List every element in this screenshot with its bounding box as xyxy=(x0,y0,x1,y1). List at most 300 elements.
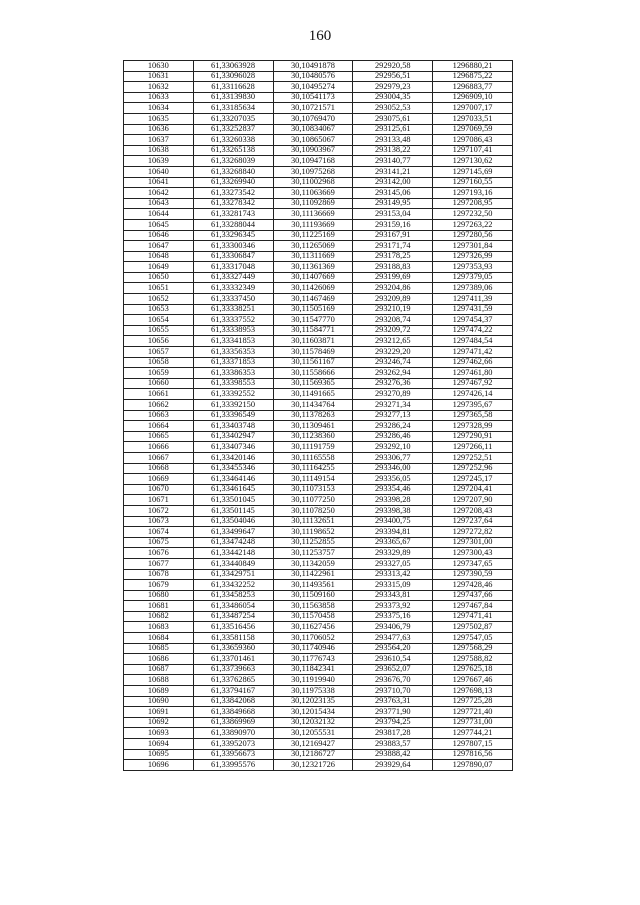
latitude-cell: 61,33338953 xyxy=(193,325,273,336)
y-coordinate-cell: 1297426,14 xyxy=(433,389,513,400)
y-coordinate-cell: 1297467,84 xyxy=(433,601,513,612)
y-coordinate-cell: 1297301,00 xyxy=(433,537,513,548)
y-coordinate-cell: 1297411,39 xyxy=(433,294,513,305)
point-number-cell: 10635 xyxy=(124,113,194,124)
y-coordinate-cell: 1297379,05 xyxy=(433,272,513,283)
longitude-cell: 30,11776743 xyxy=(273,654,353,665)
latitude-cell: 61,33440849 xyxy=(193,558,273,569)
point-number-cell: 10666 xyxy=(124,442,194,453)
longitude-cell: 30,11238360 xyxy=(273,431,353,442)
latitude-cell: 61,33332349 xyxy=(193,283,273,294)
x-coordinate-cell: 293292,10 xyxy=(353,442,433,453)
longitude-cell: 30,11136669 xyxy=(273,209,353,220)
table-row xyxy=(124,558,513,569)
longitude-cell: 30,12321726 xyxy=(273,760,353,771)
y-coordinate-cell: 1297474,22 xyxy=(433,325,513,336)
latitude-cell: 61,33356353 xyxy=(193,347,273,358)
longitude-cell: 30,11077250 xyxy=(273,495,353,506)
table-row xyxy=(124,241,513,252)
point-number-cell: 10655 xyxy=(124,325,194,336)
x-coordinate-cell: 293346,00 xyxy=(353,463,433,474)
x-coordinate-cell: 293929,64 xyxy=(353,760,433,771)
table-row xyxy=(124,219,513,230)
latitude-cell: 61,33403748 xyxy=(193,421,273,432)
table-row xyxy=(124,686,513,697)
point-number-cell: 10656 xyxy=(124,336,194,347)
x-coordinate-cell: 293652,07 xyxy=(353,664,433,675)
longitude-cell: 30,11225169 xyxy=(273,230,353,241)
table-row xyxy=(124,749,513,760)
y-coordinate-cell: 1297130,62 xyxy=(433,156,513,167)
point-number-cell: 10630 xyxy=(124,61,194,72)
table-row xyxy=(124,548,513,559)
longitude-cell: 30,11253757 xyxy=(273,548,353,559)
table-row xyxy=(124,675,513,686)
longitude-cell: 30,11569365 xyxy=(273,378,353,389)
longitude-cell: 30,11002968 xyxy=(273,177,353,188)
table-row xyxy=(124,601,513,612)
table-row xyxy=(124,198,513,209)
table-row xyxy=(124,262,513,273)
point-number-cell: 10667 xyxy=(124,452,194,463)
table-row xyxy=(124,611,513,622)
table-row xyxy=(124,527,513,538)
longitude-cell: 30,11342059 xyxy=(273,558,353,569)
x-coordinate-cell: 293398,38 xyxy=(353,505,433,516)
longitude-cell: 30,11509160 xyxy=(273,590,353,601)
longitude-cell: 30,11309461 xyxy=(273,421,353,432)
longitude-cell: 30,11165558 xyxy=(273,452,353,463)
table-row xyxy=(124,272,513,283)
table-row xyxy=(124,537,513,548)
point-number-cell: 10680 xyxy=(124,590,194,601)
x-coordinate-cell: 293153,04 xyxy=(353,209,433,220)
point-number-cell: 10673 xyxy=(124,516,194,527)
longitude-cell: 30,10947168 xyxy=(273,156,353,167)
point-number-cell: 10675 xyxy=(124,537,194,548)
point-number-cell: 10645 xyxy=(124,219,194,230)
x-coordinate-cell: 293564,20 xyxy=(353,643,433,654)
table-row xyxy=(124,569,513,580)
point-number-cell: 10694 xyxy=(124,739,194,750)
point-number-cell: 10696 xyxy=(124,760,194,771)
x-coordinate-cell: 293125,61 xyxy=(353,124,433,135)
y-coordinate-cell: 1297107,41 xyxy=(433,145,513,156)
table-row xyxy=(124,633,513,644)
latitude-cell: 61,33327449 xyxy=(193,272,273,283)
point-number-cell: 10678 xyxy=(124,569,194,580)
point-number-cell: 10685 xyxy=(124,643,194,654)
point-number-cell: 10693 xyxy=(124,728,194,739)
x-coordinate-cell: 293138,22 xyxy=(353,145,433,156)
point-number-cell: 10643 xyxy=(124,198,194,209)
point-number-cell: 10658 xyxy=(124,357,194,368)
point-number-cell: 10676 xyxy=(124,548,194,559)
y-coordinate-cell: 1297428,46 xyxy=(433,580,513,591)
longitude-cell: 30,12055531 xyxy=(273,728,353,739)
latitude-cell: 61,33516456 xyxy=(193,622,273,633)
point-number-cell: 10652 xyxy=(124,294,194,305)
point-number-cell: 10662 xyxy=(124,400,194,411)
table-row xyxy=(124,590,513,601)
table-row xyxy=(124,315,513,326)
longitude-cell: 30,11149154 xyxy=(273,474,353,485)
latitude-cell: 61,33306847 xyxy=(193,251,273,262)
x-coordinate-cell: 293199,69 xyxy=(353,272,433,283)
latitude-cell: 61,33956673 xyxy=(193,749,273,760)
latitude-cell: 61,33269940 xyxy=(193,177,273,188)
table-row xyxy=(124,484,513,495)
x-coordinate-cell: 293883,57 xyxy=(353,739,433,750)
table-row xyxy=(124,230,513,241)
y-coordinate-cell: 1297471,42 xyxy=(433,347,513,358)
table-row xyxy=(124,474,513,485)
x-coordinate-cell: 293141,21 xyxy=(353,166,433,177)
latitude-cell: 61,33398553 xyxy=(193,378,273,389)
y-coordinate-cell: 1297300,43 xyxy=(433,548,513,559)
x-coordinate-cell: 293313,42 xyxy=(353,569,433,580)
table-row xyxy=(124,294,513,305)
y-coordinate-cell: 1297280,56 xyxy=(433,230,513,241)
table-row xyxy=(124,463,513,474)
table-row xyxy=(124,82,513,93)
latitude-cell: 61,33392150 xyxy=(193,400,273,411)
longitude-cell: 30,11706052 xyxy=(273,633,353,644)
longitude-cell: 30,11252855 xyxy=(273,537,353,548)
latitude-cell: 61,33386353 xyxy=(193,368,273,379)
latitude-cell: 61,33442148 xyxy=(193,548,273,559)
x-coordinate-cell: 293306,77 xyxy=(353,452,433,463)
x-coordinate-cell: 293477,63 xyxy=(353,633,433,644)
table-row xyxy=(124,283,513,294)
longitude-cell: 30,11378263 xyxy=(273,410,353,421)
point-number-cell: 10657 xyxy=(124,347,194,358)
point-number-cell: 10684 xyxy=(124,633,194,644)
point-number-cell: 10651 xyxy=(124,283,194,294)
longitude-cell: 30,10834067 xyxy=(273,124,353,135)
y-coordinate-cell: 1297461,80 xyxy=(433,368,513,379)
latitude-cell: 61,33501045 xyxy=(193,495,273,506)
y-coordinate-cell: 1297395,67 xyxy=(433,400,513,411)
y-coordinate-cell: 1297193,16 xyxy=(433,188,513,199)
y-coordinate-cell: 1297245,17 xyxy=(433,474,513,485)
latitude-cell: 61,33952073 xyxy=(193,739,273,750)
latitude-cell: 61,33371853 xyxy=(193,357,273,368)
longitude-cell: 30,10541173 xyxy=(273,92,353,103)
y-coordinate-cell: 1297326,99 xyxy=(433,251,513,262)
point-number-cell: 10691 xyxy=(124,707,194,718)
point-number-cell: 10636 xyxy=(124,124,194,135)
point-number-cell: 10661 xyxy=(124,389,194,400)
y-coordinate-cell: 1297471,41 xyxy=(433,611,513,622)
x-coordinate-cell: 293271,34 xyxy=(353,400,433,411)
longitude-cell: 30,11842341 xyxy=(273,664,353,675)
latitude-cell: 61,33207035 xyxy=(193,113,273,124)
latitude-cell: 61,33337552 xyxy=(193,315,273,326)
latitude-cell: 61,33273542 xyxy=(193,188,273,199)
point-number-cell: 10683 xyxy=(124,622,194,633)
y-coordinate-cell: 1297547,05 xyxy=(433,633,513,644)
table-row xyxy=(124,431,513,442)
y-coordinate-cell: 1297263,22 xyxy=(433,219,513,230)
latitude-cell: 61,33794167 xyxy=(193,686,273,697)
table-row xyxy=(124,61,513,72)
table-row xyxy=(124,389,513,400)
y-coordinate-cell: 1297890,07 xyxy=(433,760,513,771)
longitude-cell: 30,11584771 xyxy=(273,325,353,336)
longitude-cell: 30,10480576 xyxy=(273,71,353,82)
x-coordinate-cell: 293052,53 xyxy=(353,103,433,114)
table-row xyxy=(124,728,513,739)
y-coordinate-cell: 1297807,15 xyxy=(433,739,513,750)
longitude-cell: 30,12186727 xyxy=(273,749,353,760)
x-coordinate-cell: 293817,28 xyxy=(353,728,433,739)
y-coordinate-cell: 1297462,66 xyxy=(433,357,513,368)
x-coordinate-cell: 293210,19 xyxy=(353,304,433,315)
table-row xyxy=(124,113,513,124)
x-coordinate-cell: 293133,48 xyxy=(353,135,433,146)
table-row xyxy=(124,442,513,453)
longitude-cell: 30,11164255 xyxy=(273,463,353,474)
table-row xyxy=(124,103,513,114)
table-row xyxy=(124,166,513,177)
latitude-cell: 61,33252837 xyxy=(193,124,273,135)
latitude-cell: 61,33407346 xyxy=(193,442,273,453)
latitude-cell: 61,33116628 xyxy=(193,82,273,93)
x-coordinate-cell: 293676,70 xyxy=(353,675,433,686)
point-number-cell: 10649 xyxy=(124,262,194,273)
y-coordinate-cell: 1297365,58 xyxy=(433,410,513,421)
longitude-cell: 30,11073153 xyxy=(273,484,353,495)
y-coordinate-cell: 1297431,59 xyxy=(433,304,513,315)
x-coordinate-cell: 293209,72 xyxy=(353,325,433,336)
y-coordinate-cell: 1297208,95 xyxy=(433,198,513,209)
x-coordinate-cell: 292979,23 xyxy=(353,82,433,93)
latitude-cell: 61,33281743 xyxy=(193,209,273,220)
point-number-cell: 10640 xyxy=(124,166,194,177)
coordinates-table xyxy=(123,60,513,771)
y-coordinate-cell: 1297502,87 xyxy=(433,622,513,633)
table-row xyxy=(124,336,513,347)
longitude-cell: 30,11491665 xyxy=(273,389,353,400)
latitude-cell: 61,33268840 xyxy=(193,166,273,177)
longitude-cell: 30,10769470 xyxy=(273,113,353,124)
longitude-cell: 30,11603871 xyxy=(273,336,353,347)
point-number-cell: 10631 xyxy=(124,71,194,82)
latitude-cell: 61,33849668 xyxy=(193,707,273,718)
point-number-cell: 10633 xyxy=(124,92,194,103)
latitude-cell: 61,33429751 xyxy=(193,569,273,580)
latitude-cell: 61,33402947 xyxy=(193,431,273,442)
y-coordinate-cell: 1296883,77 xyxy=(433,82,513,93)
point-number-cell: 10647 xyxy=(124,241,194,252)
point-number-cell: 10646 xyxy=(124,230,194,241)
x-coordinate-cell: 293794,25 xyxy=(353,717,433,728)
point-number-cell: 10672 xyxy=(124,505,194,516)
x-coordinate-cell: 293327,05 xyxy=(353,558,433,569)
longitude-cell: 30,11558666 xyxy=(273,368,353,379)
latitude-cell: 61,33762865 xyxy=(193,675,273,686)
point-number-cell: 10663 xyxy=(124,410,194,421)
longitude-cell: 30,11092869 xyxy=(273,198,353,209)
y-coordinate-cell: 1296875,22 xyxy=(433,71,513,82)
table-row xyxy=(124,760,513,771)
x-coordinate-cell: 293075,61 xyxy=(353,113,433,124)
y-coordinate-cell: 1296909,10 xyxy=(433,92,513,103)
latitude-cell: 61,33432252 xyxy=(193,580,273,591)
latitude-cell: 61,33396549 xyxy=(193,410,273,421)
table-row xyxy=(124,622,513,633)
point-number-cell: 10681 xyxy=(124,601,194,612)
longitude-cell: 30,11467469 xyxy=(273,294,353,305)
y-coordinate-cell: 1297484,54 xyxy=(433,336,513,347)
longitude-cell: 30,11505169 xyxy=(273,304,353,315)
point-number-cell: 10632 xyxy=(124,82,194,93)
y-coordinate-cell: 1297252,96 xyxy=(433,463,513,474)
x-coordinate-cell: 293246,74 xyxy=(353,357,433,368)
longitude-cell: 30,11493561 xyxy=(273,580,353,591)
longitude-cell: 30,11311669 xyxy=(273,251,353,262)
point-number-cell: 10665 xyxy=(124,431,194,442)
x-coordinate-cell: 293286,24 xyxy=(353,421,433,432)
longitude-cell: 30,11407669 xyxy=(273,272,353,283)
table-row xyxy=(124,696,513,707)
x-coordinate-cell: 293229,20 xyxy=(353,347,433,358)
point-number-cell: 10659 xyxy=(124,368,194,379)
y-coordinate-cell: 1297086,43 xyxy=(433,135,513,146)
y-coordinate-cell: 1297389,06 xyxy=(433,283,513,294)
x-coordinate-cell: 293212,65 xyxy=(353,336,433,347)
x-coordinate-cell: 293763,31 xyxy=(353,696,433,707)
point-number-cell: 10638 xyxy=(124,145,194,156)
table-row xyxy=(124,177,513,188)
longitude-cell: 30,11361369 xyxy=(273,262,353,273)
point-number-cell: 10648 xyxy=(124,251,194,262)
y-coordinate-cell: 1297204,41 xyxy=(433,484,513,495)
latitude-cell: 61,33392552 xyxy=(193,389,273,400)
latitude-cell: 61,33063928 xyxy=(193,61,273,72)
x-coordinate-cell: 293142,00 xyxy=(353,177,433,188)
y-coordinate-cell: 1297816,56 xyxy=(433,749,513,760)
point-number-cell: 10668 xyxy=(124,463,194,474)
x-coordinate-cell: 293365,67 xyxy=(353,537,433,548)
table-row xyxy=(124,368,513,379)
y-coordinate-cell: 1297208,43 xyxy=(433,505,513,516)
x-coordinate-cell: 293406,79 xyxy=(353,622,433,633)
table-row xyxy=(124,71,513,82)
y-coordinate-cell: 1297207,90 xyxy=(433,495,513,506)
y-coordinate-cell: 1297588,82 xyxy=(433,654,513,665)
table-row xyxy=(124,124,513,135)
point-number-cell: 10686 xyxy=(124,654,194,665)
table-row xyxy=(124,707,513,718)
table-row xyxy=(124,325,513,336)
table-row xyxy=(124,357,513,368)
latitude-cell: 61,33474248 xyxy=(193,537,273,548)
y-coordinate-cell: 1297437,66 xyxy=(433,590,513,601)
x-coordinate-cell: 293145,06 xyxy=(353,188,433,199)
y-coordinate-cell: 1297667,46 xyxy=(433,675,513,686)
page-number: 160 xyxy=(308,28,332,44)
point-number-cell: 10671 xyxy=(124,495,194,506)
latitude-cell: 61,33995576 xyxy=(193,760,273,771)
x-coordinate-cell: 293771,90 xyxy=(353,707,433,718)
latitude-cell: 61,33486054 xyxy=(193,601,273,612)
latitude-cell: 61,33278342 xyxy=(193,198,273,209)
longitude-cell: 30,11627456 xyxy=(273,622,353,633)
latitude-cell: 61,33265138 xyxy=(193,145,273,156)
latitude-cell: 61,33341853 xyxy=(193,336,273,347)
longitude-cell: 30,12023135 xyxy=(273,696,353,707)
y-coordinate-cell: 1297347,65 xyxy=(433,558,513,569)
longitude-cell: 30,10721571 xyxy=(273,103,353,114)
latitude-cell: 61,33842068 xyxy=(193,696,273,707)
y-coordinate-cell: 1297266,11 xyxy=(433,442,513,453)
y-coordinate-cell: 1297328,99 xyxy=(433,421,513,432)
latitude-cell: 61,33504046 xyxy=(193,516,273,527)
y-coordinate-cell: 1297007,17 xyxy=(433,103,513,114)
latitude-cell: 61,33458253 xyxy=(193,590,273,601)
x-coordinate-cell: 293710,70 xyxy=(353,686,433,697)
longitude-cell: 30,11426069 xyxy=(273,283,353,294)
longitude-cell: 30,11740946 xyxy=(273,643,353,654)
point-number-cell: 10654 xyxy=(124,315,194,326)
longitude-cell: 30,10975268 xyxy=(273,166,353,177)
latitude-cell: 61,33501145 xyxy=(193,505,273,516)
latitude-cell: 61,33337450 xyxy=(193,294,273,305)
y-coordinate-cell: 1297731,00 xyxy=(433,717,513,728)
table-row xyxy=(124,421,513,432)
table-row xyxy=(124,516,513,527)
latitude-cell: 61,33139830 xyxy=(193,92,273,103)
latitude-cell: 61,33338251 xyxy=(193,304,273,315)
table-row xyxy=(124,739,513,750)
y-coordinate-cell: 1297454,37 xyxy=(433,315,513,326)
table-row xyxy=(124,251,513,262)
x-coordinate-cell: 293610,54 xyxy=(353,654,433,665)
table-row xyxy=(124,92,513,103)
longitude-cell: 30,11975338 xyxy=(273,686,353,697)
latitude-cell: 61,33096028 xyxy=(193,71,273,82)
y-coordinate-cell: 1297272,82 xyxy=(433,527,513,538)
x-coordinate-cell: 293209,89 xyxy=(353,294,433,305)
table-row xyxy=(124,452,513,463)
x-coordinate-cell: 293329,89 xyxy=(353,548,433,559)
x-coordinate-cell: 293159,16 xyxy=(353,219,433,230)
longitude-cell: 30,11919940 xyxy=(273,675,353,686)
point-number-cell: 10642 xyxy=(124,188,194,199)
point-number-cell: 10639 xyxy=(124,156,194,167)
latitude-cell: 61,33499647 xyxy=(193,527,273,538)
x-coordinate-cell: 293394,81 xyxy=(353,527,433,538)
point-number-cell: 10677 xyxy=(124,558,194,569)
point-number-cell: 10689 xyxy=(124,686,194,697)
y-coordinate-cell: 1297568,29 xyxy=(433,643,513,654)
x-coordinate-cell: 293167,91 xyxy=(353,230,433,241)
x-coordinate-cell: 293400,75 xyxy=(353,516,433,527)
latitude-cell: 61,33268039 xyxy=(193,156,273,167)
point-number-cell: 10664 xyxy=(124,421,194,432)
point-number-cell: 10669 xyxy=(124,474,194,485)
latitude-cell: 61,33455346 xyxy=(193,463,273,474)
x-coordinate-cell: 293354,46 xyxy=(353,484,433,495)
latitude-cell: 61,33739663 xyxy=(193,664,273,675)
latitude-cell: 61,33288044 xyxy=(193,219,273,230)
table-row xyxy=(124,304,513,315)
point-number-cell: 10660 xyxy=(124,378,194,389)
longitude-cell: 30,10495274 xyxy=(273,82,353,93)
y-coordinate-cell: 1296880,21 xyxy=(433,61,513,72)
